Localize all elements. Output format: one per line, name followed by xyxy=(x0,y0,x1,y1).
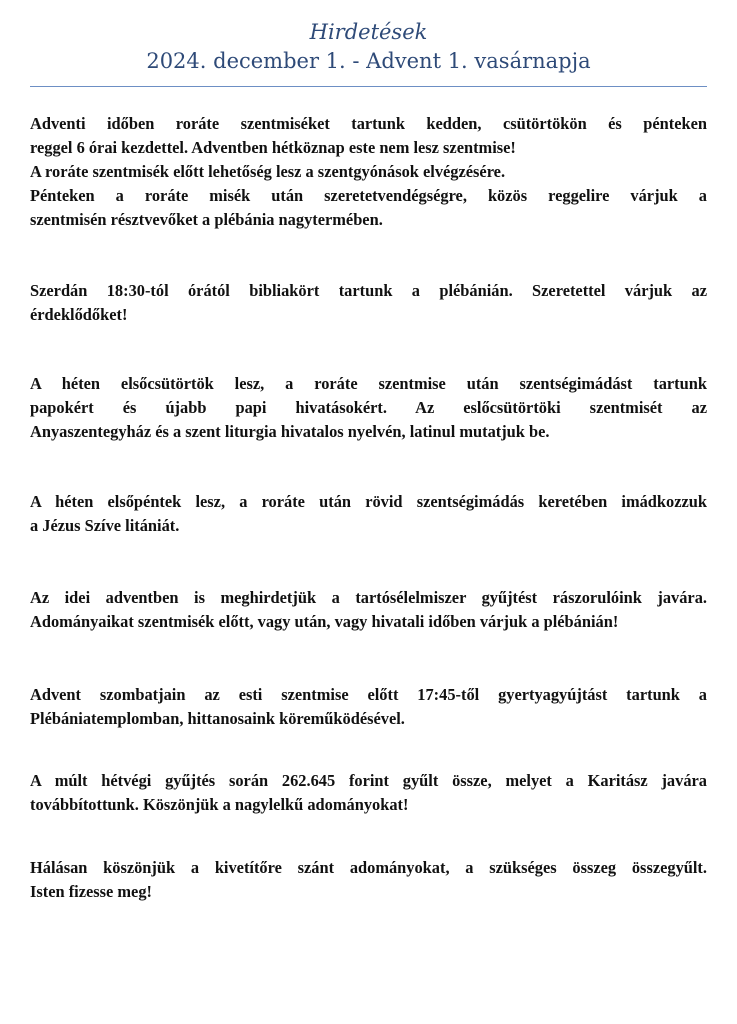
announcement-line: A múlt hétvégi gyűjtés során 262.645 forint gyűlt össze, melyet a Karitász javára xyxy=(30,771,707,790)
announcement-line: Az idei adventben is meghirdetjük a tartósélelmiszer gyűjtést rászorulóink javára. xyxy=(30,588,707,607)
announcement-line: Adventi időben roráte szentmiséket tartunk kedden, csütörtökön és pénteken xyxy=(30,114,707,133)
announcement-line: Anyaszentegyház és a szent liturgia hivatalos nyelvén, latinul mutatjuk be. xyxy=(30,422,550,441)
announcement-line: A héten elsőcsütörtök lesz, a roráte szentmise után szentségimádást tartunk xyxy=(30,374,707,393)
announcement-line: Szerdán 18:30-tól órától bibliakört tartunk a plébánián. Szeretettel várjuk az xyxy=(30,281,707,300)
announcement-line: Advent szombatjain az esti szentmise előtt 17:45-től gyertyagyújtást tartunk a xyxy=(30,685,707,704)
announcement-food-collection xyxy=(30,586,707,634)
announcement-first-friday xyxy=(30,490,707,538)
announcement-line: Plébániatemplomban, hittanosaink köreműködésével. xyxy=(30,709,405,728)
announcement-bible-circle xyxy=(30,279,707,327)
announcement-line: A héten elsőpéntek lesz, a roráte után rövid szentségimádás keretében imádkozzuk xyxy=(30,492,707,511)
announcement-line: a Jézus Szíve litániát. xyxy=(30,516,180,535)
announcement-line: Hálásan köszönjük a kivetítőre szánt adományokat, a szükséges összeg összegyűlt. xyxy=(30,858,707,877)
announcement-line: Adományaikat szentmisék előtt, vagy után, vagy hivatali időben várjuk a plébánián! xyxy=(30,612,619,631)
announcement-candle-lighting xyxy=(30,683,707,731)
announcement-line: továbbítottunk. Köszönjük a nagylelkű adományokat! xyxy=(30,795,409,814)
announcement-line: A roráte szentmisék előtt lehetőség lesz a szentgyónások elvégzésére. xyxy=(30,162,506,181)
announcement-line: reggel 6 órai kezdettel. Adventben hétköznap este nem lesz szentmise! xyxy=(30,138,516,157)
announcement-line: szentmisén résztvevőket a plébánia nagytermében. xyxy=(30,210,383,229)
announcement-line: papokért és újabb papi hivatásokért. Az eslőcsütörtöki szentmisét az xyxy=(30,398,707,417)
announcement-line: Pénteken a roráte misék után szeretetvendégségre, közös reggelire várjuk a xyxy=(30,186,707,205)
announcement-line: érdeklődőket! xyxy=(30,305,128,324)
announcement-projector-thanks xyxy=(30,856,707,904)
header-divider xyxy=(30,86,707,87)
page-header xyxy=(30,18,707,76)
page-title: Hirdetések xyxy=(309,20,428,44)
announcement-rorate xyxy=(30,112,707,232)
announcement-line: Isten fizesse meg! xyxy=(30,882,152,901)
page-date: 2024. december 1. - Advent 1. vasárnapja xyxy=(146,49,591,73)
announcement-first-thursday xyxy=(30,372,707,444)
announcement-collection-result xyxy=(30,769,707,817)
